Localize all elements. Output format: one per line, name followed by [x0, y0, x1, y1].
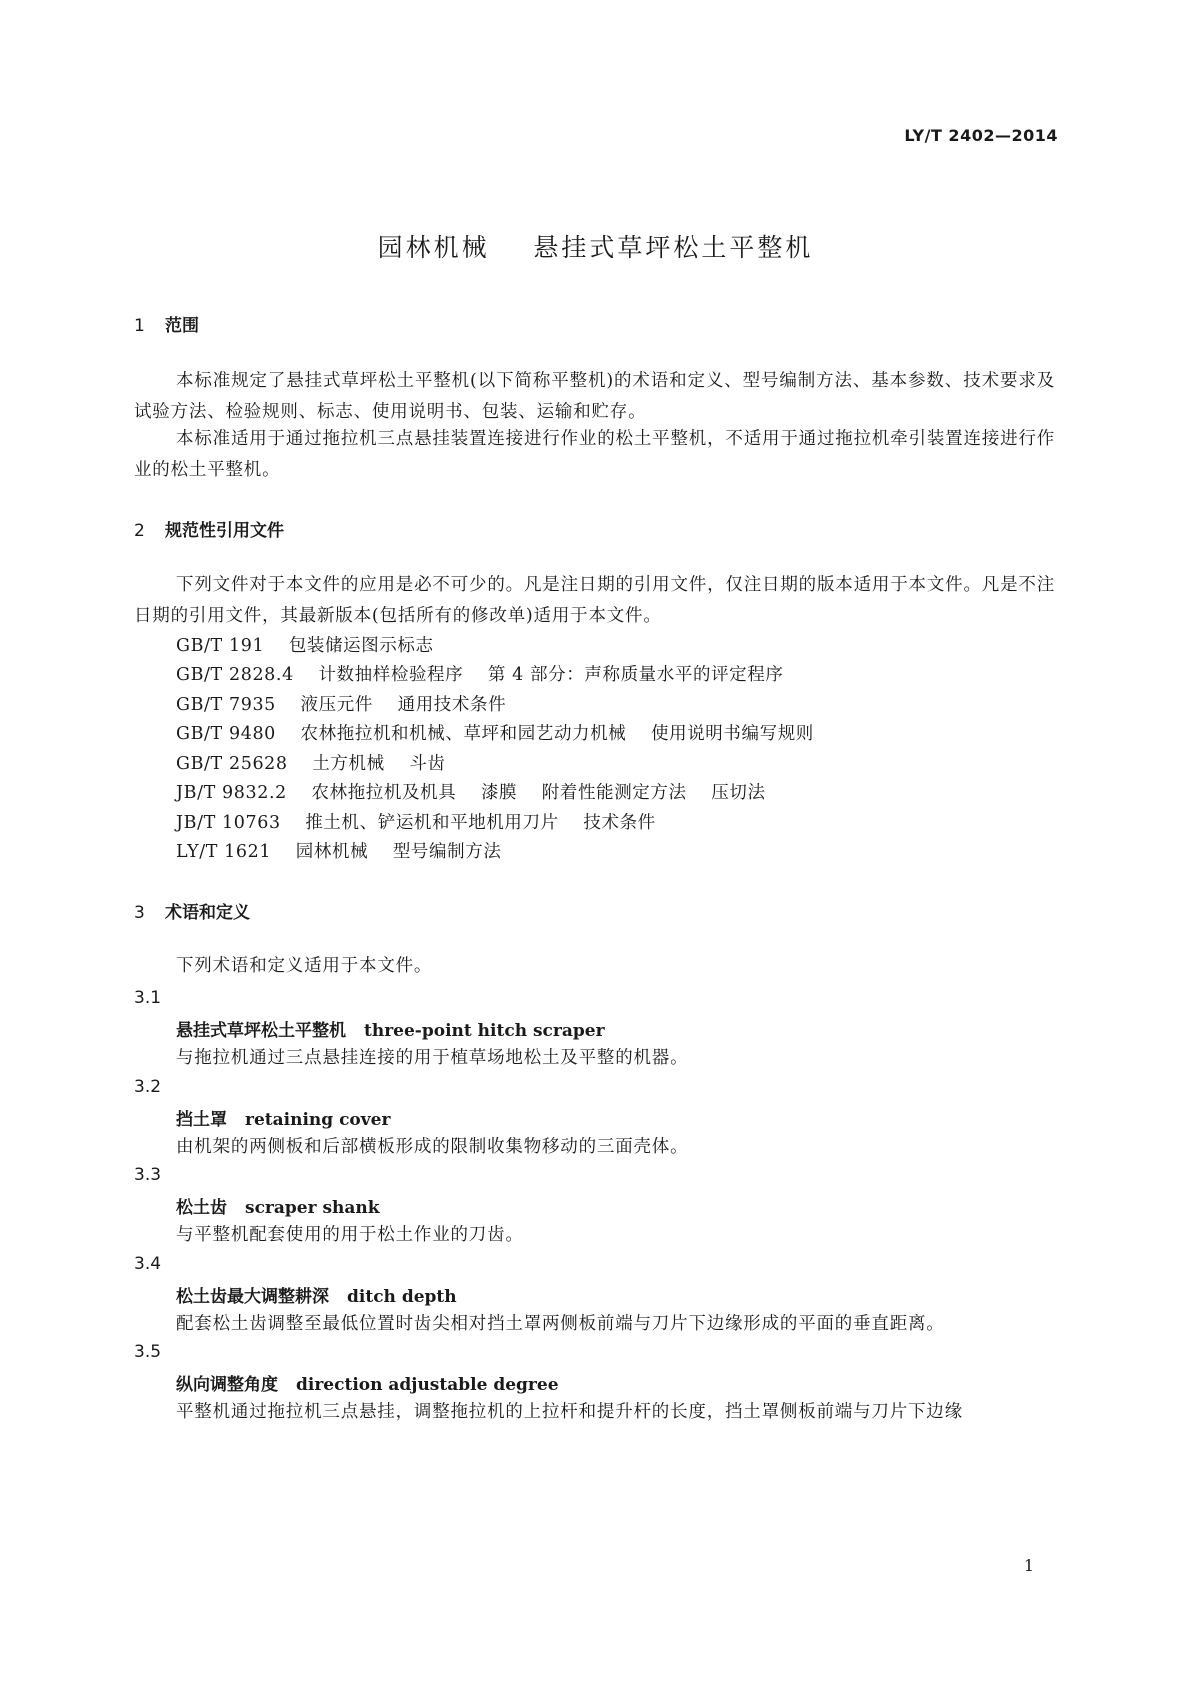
page-number: 1 [1023, 1556, 1034, 1575]
term-number: 3.2 [134, 1077, 162, 1097]
section-3-heading [134, 898, 250, 923]
term-heading [176, 1193, 380, 1218]
section-number: 3 [134, 903, 145, 923]
term-chinese: 纵向调整角度 [176, 1375, 278, 1395]
term-chinese: 松土齿最大调整耕深 [176, 1287, 329, 1307]
term-chinese: 挡土罩 [176, 1110, 227, 1130]
term-number: 3.4 [134, 1254, 162, 1274]
term-heading [176, 1105, 390, 1130]
reference-item: LY/T 1621 园林机械 型号编制方法 [176, 842, 502, 862]
section-1-heading [134, 311, 199, 336]
section-number: 2 [134, 521, 145, 541]
section-title: 规范性引用文件 [165, 521, 284, 541]
term-heading [176, 1370, 559, 1395]
section-2-heading [134, 516, 284, 541]
reference-item: JB/T 9832.2 农林拖拉机及机具 漆膜 附着性能测定方法 压切法 [176, 783, 766, 803]
term-heading [176, 1282, 457, 1307]
term-definition: 配套松土齿调整至最低位置时齿尖相对挡土罩两侧板前端与刀片下边缘形成的平面的垂直距离。 [176, 1314, 945, 1334]
term-number: 3.3 [134, 1165, 162, 1185]
term-chinese: 松土齿 [176, 1198, 227, 1218]
reference-item: GB/T 7935 液压元件 通用技术条件 [176, 695, 507, 715]
term-english: ditch depth [347, 1287, 457, 1307]
term-definition: 与拖拉机通过三点悬挂连接的用于植草场地松土及平整的机器。 [176, 1048, 689, 1068]
reference-item: GB/T 25628 土方机械 斗齿 [176, 754, 446, 774]
term-number: 3.5 [134, 1342, 162, 1362]
document-title: 园林机械 悬挂式草坪松土平整机 [377, 233, 814, 262]
term-definition: 与平整机配套使用的用于松土作业的刀齿。 [176, 1225, 524, 1245]
term-number: 3.1 [134, 988, 162, 1008]
section-title: 术语和定义 [165, 903, 250, 923]
section-3-paragraph-1: 下列术语和定义适用于本文件。 [176, 956, 433, 976]
section-2-paragraph-1: 下列文件对于本文件的应用是必不可少的。凡是注日期的引用文件，仅注日期的版本适用于本文件。凡是不注日期的引用文件，其最新版本(包括所有的修改单)适用于本文件。 [134, 575, 1055, 626]
reference-item: GB/T 9480 农林拖拉机和机械、草坪和园艺动力机械 使用说明书编写规则 [176, 724, 814, 744]
reference-item: GB/T 2828.4 计数抽样检验程序 第 4 部分：声称质量水平的评定程序 [176, 665, 784, 685]
reference-item: GB/T 191 包装储运图示标志 [176, 636, 434, 656]
document-code: LY/T 2402—2014 [904, 126, 1058, 145]
section-1-paragraph-2: 本标准适用于通过拖拉机三点悬挂装置连接进行作业的松土平整机，不适用于通过拖拉机牵引装置连接进行作业的松土平整机。 [134, 429, 1055, 480]
term-definition: 平整机通过拖拉机三点悬挂，调整拖拉机的上拉杆和提升杆的长度，挡土罩侧板前端与刀片下边缘 [176, 1402, 963, 1422]
term-english: three-point hitch scraper [364, 1021, 605, 1041]
reference-item: JB/T 10763 推土机、铲运机和平地机用刀片 技术条件 [176, 813, 656, 833]
term-heading [176, 1016, 605, 1041]
term-english: retaining cover [245, 1110, 391, 1130]
term-definition: 由机架的两侧板和后部横板形成的限制收集物移动的三面壳体。 [176, 1137, 689, 1157]
term-english: direction adjustable degree [296, 1375, 559, 1395]
section-1-paragraph-1: 本标准规定了悬挂式草坪松土平整机(以下简称平整机)的术语和定义、型号编制方法、基本参数、技术要求及试验方法、检验规则、标志、使用说明书、包装、运输和贮存。 [134, 371, 1055, 422]
section-number: 1 [134, 316, 145, 336]
section-title: 范围 [165, 316, 199, 336]
term-chinese: 悬挂式草坪松土平整机 [176, 1021, 346, 1041]
term-english: scraper shank [245, 1198, 380, 1218]
